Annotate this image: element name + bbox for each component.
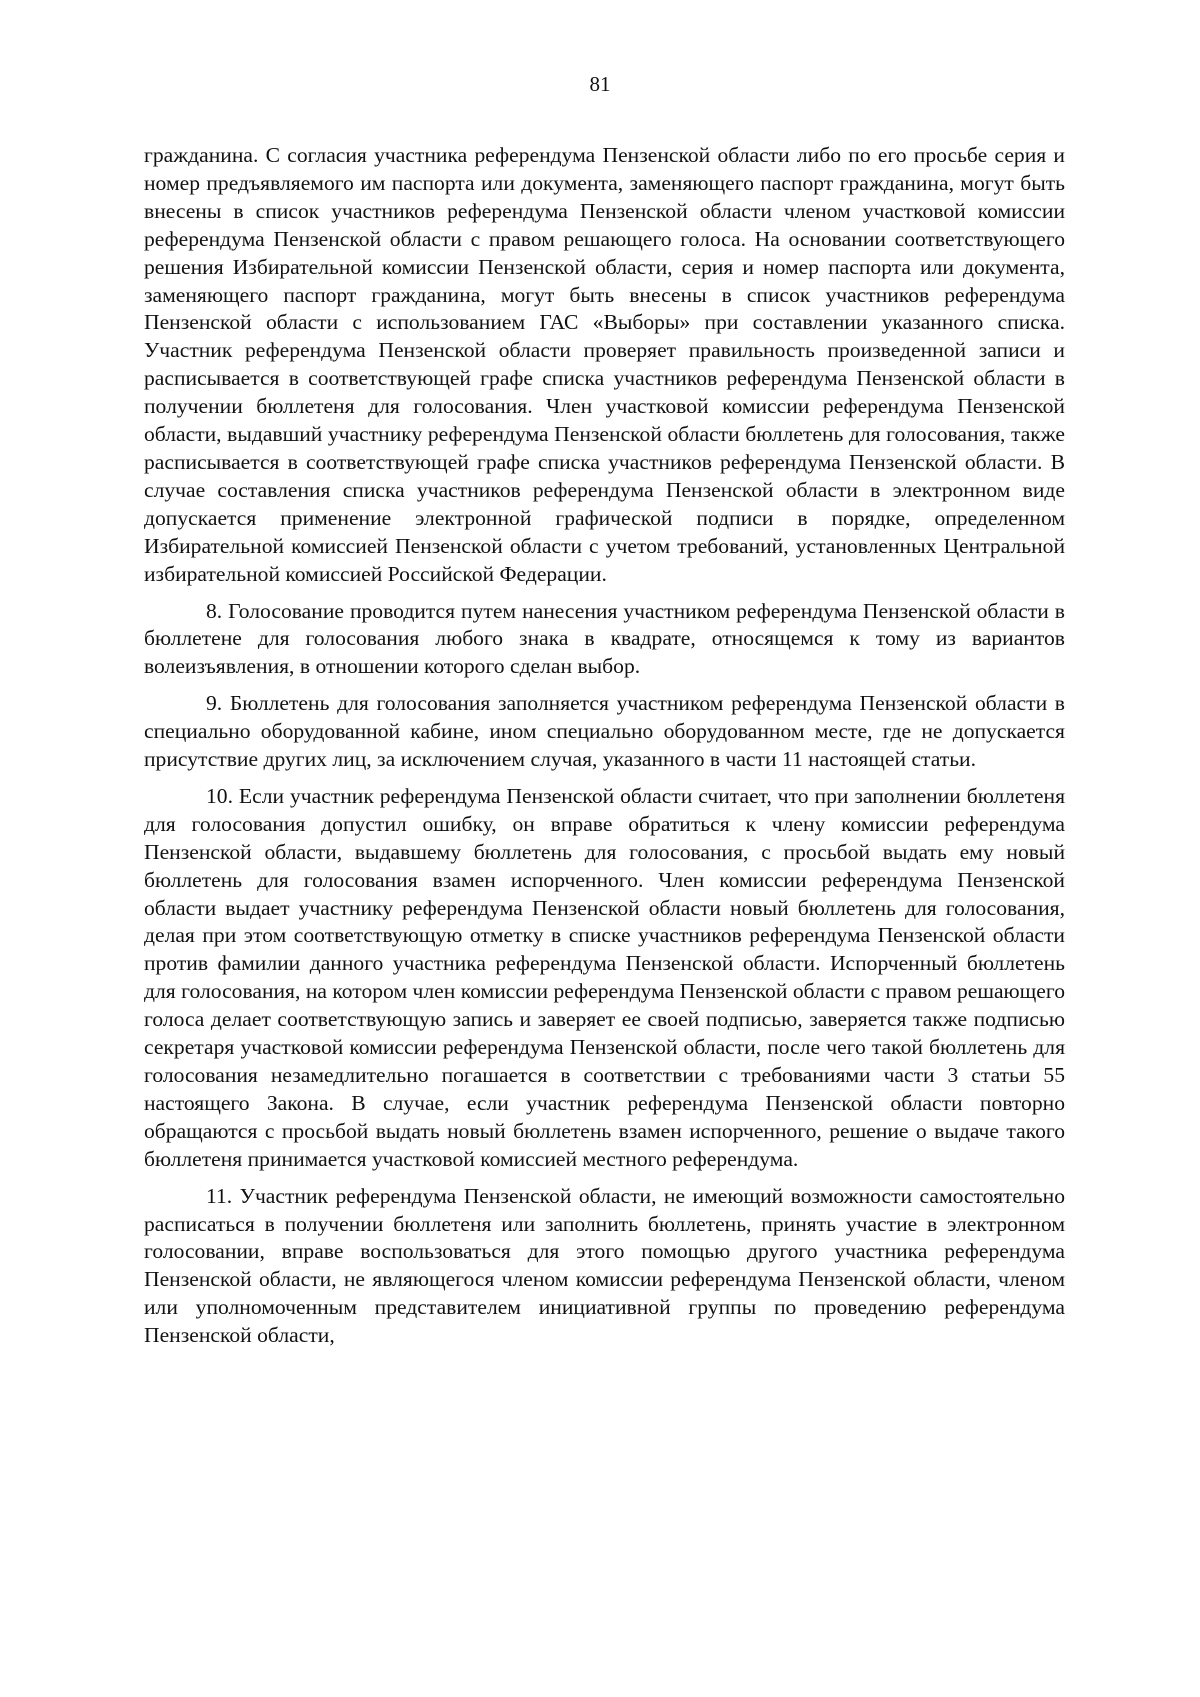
document-body [144, 142, 1065, 1359]
paragraph-11: 11. Участник референдума Пензенской области, не имеющий возможности самостоятельно расписаться в получении бюллетеня или заполнить бюллетень, принять участие в электронном голосовании, вправе воспользоваться для этого помощью другого участника референдума Пензенской области, не являющегося членом комиссии референдума Пензенской области, членом или уполномоченным представителем инициативной группы по проведению референдума Пензенской области, [144, 1183, 1065, 1348]
paragraph-9: 9. Бюллетень для голосования заполняется участником референдума Пензенской области в специально оборудованной кабине, ином специально оборудованном месте, где не допускается присутствие других лиц, за исключением случая, указанного в части 11 настоящей статьи. [144, 691, 1065, 772]
page-number: 81 [589, 72, 611, 96]
paragraph-10: 10. Если участник референдума Пензенской области считает, что при заполнении бюллетеня для голосования допустил ошибку, он вправе обратиться к члену комиссии референдума Пензенской области, выдавшему бюллетень для голосования, с просьбой выдать ему новый бюллетень для голосования взамен испорченного. Член комиссии референдума Пензенской области выдает участнику референдума Пензенской области новый бюллетень для голосования, делая при этом соответствующую отметку в списке участников референдума Пензенской области против фамилии данного участника референдума Пензенской области. Испорченный бюллетень для голосования, на котором член комиссии референдума Пензенской области с правом решающего голоса делает соответствующую запись и заверяет ее своей подписью, заверяется также подписью секретаря участковой комиссии референдума Пензенской области, после чего такой бюллетень для голосования незамедлительно погашается в соответствии с требованиями части 3 статьи 55 настоящего Закона. В случае, если участник референдума Пензенской области повторно обращаются с просьбой выдать новый бюллетень взамен испорченного, решение о выдаче такого бюллетеня принимается участковой комиссией местного референдума. [144, 783, 1065, 1171]
paragraph-8: 8. Голосование проводится путем нанесения участником референдума Пензенской области в бюллетене для голосования любого знака в квадрате, относящемся к тому из вариантов волеизъявления, в отношении которого сделан выбор. [144, 598, 1065, 679]
paragraph-continuation: гражданина. С согласия участника референдума Пензенской области либо по его просьбе серия и номер предъявляемого им паспорта или документа, заменяющего паспорт гражданина, могут быть внесены в список участников референдума Пензенской области членом участковой комиссии референдума Пензенской области с правом решающего голоса. На основании соответствующего решения Избирательной комиссии Пензенской области, серия и номер паспорта или документа, заменяющего паспорт гражданина, могут быть внесены в список участников референдума Пензенской области с использованием ГАС «Выборы» при составлении указанного списка. Участник референдума Пензенской области проверяет правильность произведенной записи и расписывается в соответствующей графе списка участников референдума Пензенской области в получении бюллетеня для голосования. Член участковой комиссии референдума Пензенской области, выдавший участнику референдума Пензенской области бюллетень для голосования, также расписывается в соответствующей графе списка участников референдума Пензенской области. В случае составления списка участников референдума Пензенской области в электронном виде допускается применение электронной графической подписи в порядке, определенном Избирательной комиссией Пензенской области с учетом требований, установленных Центральной избирательной комиссией Российской Федерации. [144, 143, 1065, 586]
